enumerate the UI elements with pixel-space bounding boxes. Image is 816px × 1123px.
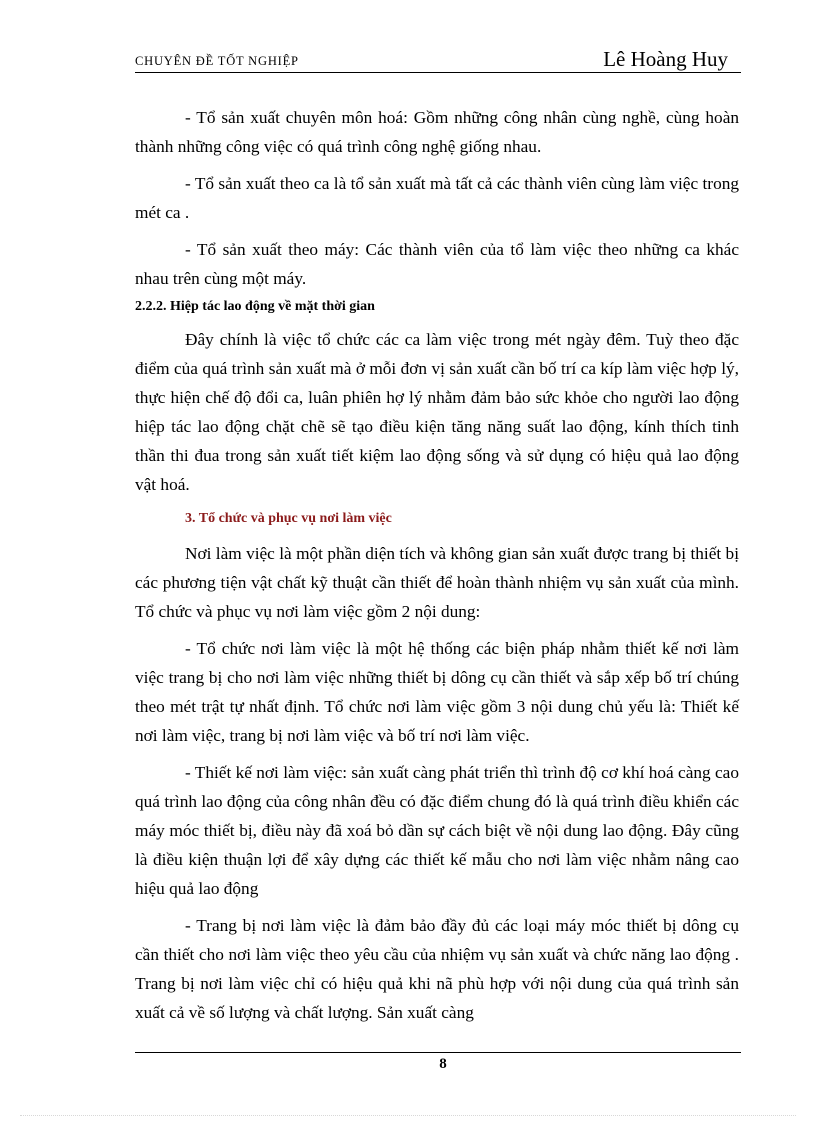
document-title: CHUYÊN ĐỀ TỐT NGHIỆP (135, 54, 299, 68)
page-edge-divider (20, 1115, 796, 1116)
header-divider (135, 72, 741, 73)
paragraph: - Trang bị nơi làm việc là đảm bảo đầy đủ các loại máy móc thiết bị dông cụ cần thiết cho nơi làm việc theo yêu cầu của nhiệm vụ sản xuất và chức năng lao động . Trang bị nơi làm việc chỉ có hiệu quả khi nã phù hợp với nội dung của quá trình sản xuất cả về số lượng và chất lượng. Sản xuất càng (135, 916, 739, 1022)
paragraph: Đây chính là việc tổ chức các ca làm việc trong mét ngày đêm. Tuỳ theo đặc điểm của quá trình sản xuất mà ở mỗi đơn vị sản xuất cần bố trí ca kíp làm việc hợp lý, thực hiện chế độ đổi ca, luân phiên hợ lý nhằm đảm bảo sức khỏe cho người lao động hiệp tác lao động chặt chẽ sẽ tạo điều kiện tăng năng suất lao động, kính thích tinh thần thi đua trong sản xuất tiết kiệm lao động sống và sử dụng có hiệu quả lao động vật hoá. (135, 330, 739, 494)
paragraph: - Tổ sản xuất chuyên môn hoá: Gồm những công nhân cùng nghề, cùng hoàn thành những công việc có quá trình công nghệ giống nhau. (135, 108, 739, 156)
paragraph: - Tổ sản xuất theo máy: Các thành viên của tổ làm việc theo những ca khác nhau trên cùng một máy. (135, 240, 739, 288)
author-name: Lê Hoàng Huy (603, 47, 728, 71)
footer-divider (135, 1052, 741, 1053)
page-body (135, 103, 739, 1035)
paragraph: - Thiết kế nơi làm việc: sản xuất càng phát triển thì trình độ cơ khí hoá càng cao quá trình lao động của công nhân đều có đặc điểm chung đó là quá trình điều khiển các máy móc thiết bị, điều này đã xoá bỏ dần sự cách biệt về nội dung lao động. Đây cũng là điều kiện thuận lợi để xây dựng các thiết kế mẫu cho nơi làm việc nhằm nâng cao hiệu quả lao động (135, 763, 739, 898)
section-heading-2-2-2: 2.2.2. Hiệp tác lao động về mặt thời gian (135, 299, 375, 314)
section-heading-3: 3. Tổ chức và phục vụ nơi làm việc (185, 511, 392, 526)
paragraph: - Tổ sản xuất theo ca là tổ sản xuất mà tất cả các thành viên cùng làm việc trong mét ca . (135, 174, 739, 222)
paragraph: - Tổ chức nơi làm việc là một hệ thống các biện pháp nhằm thiết kế nơi làm việc trang bị cho nơi làm việc những thiết bị dông cụ cần thiết và sắp xếp bố trí chúng theo mét trật tự nhất định. Tổ chức nơi làm việc gồm 3 nội dung chủ yếu là: Thiết kế nơi làm việc, trang bị nơi làm việc và bố trí nơi làm việc. (135, 639, 739, 745)
paragraph: Nơi làm việc là một phần diện tích và không gian sản xuất được trang bị thiết bị các phương tiện vật chất kỹ thuật cần thiết để hoàn thành nhiệm vụ sản xuất của mình. Tổ chức và phục vụ nơi làm việc gồm 2 nội dung: (135, 544, 739, 621)
page-number: 8 (439, 1056, 447, 1072)
